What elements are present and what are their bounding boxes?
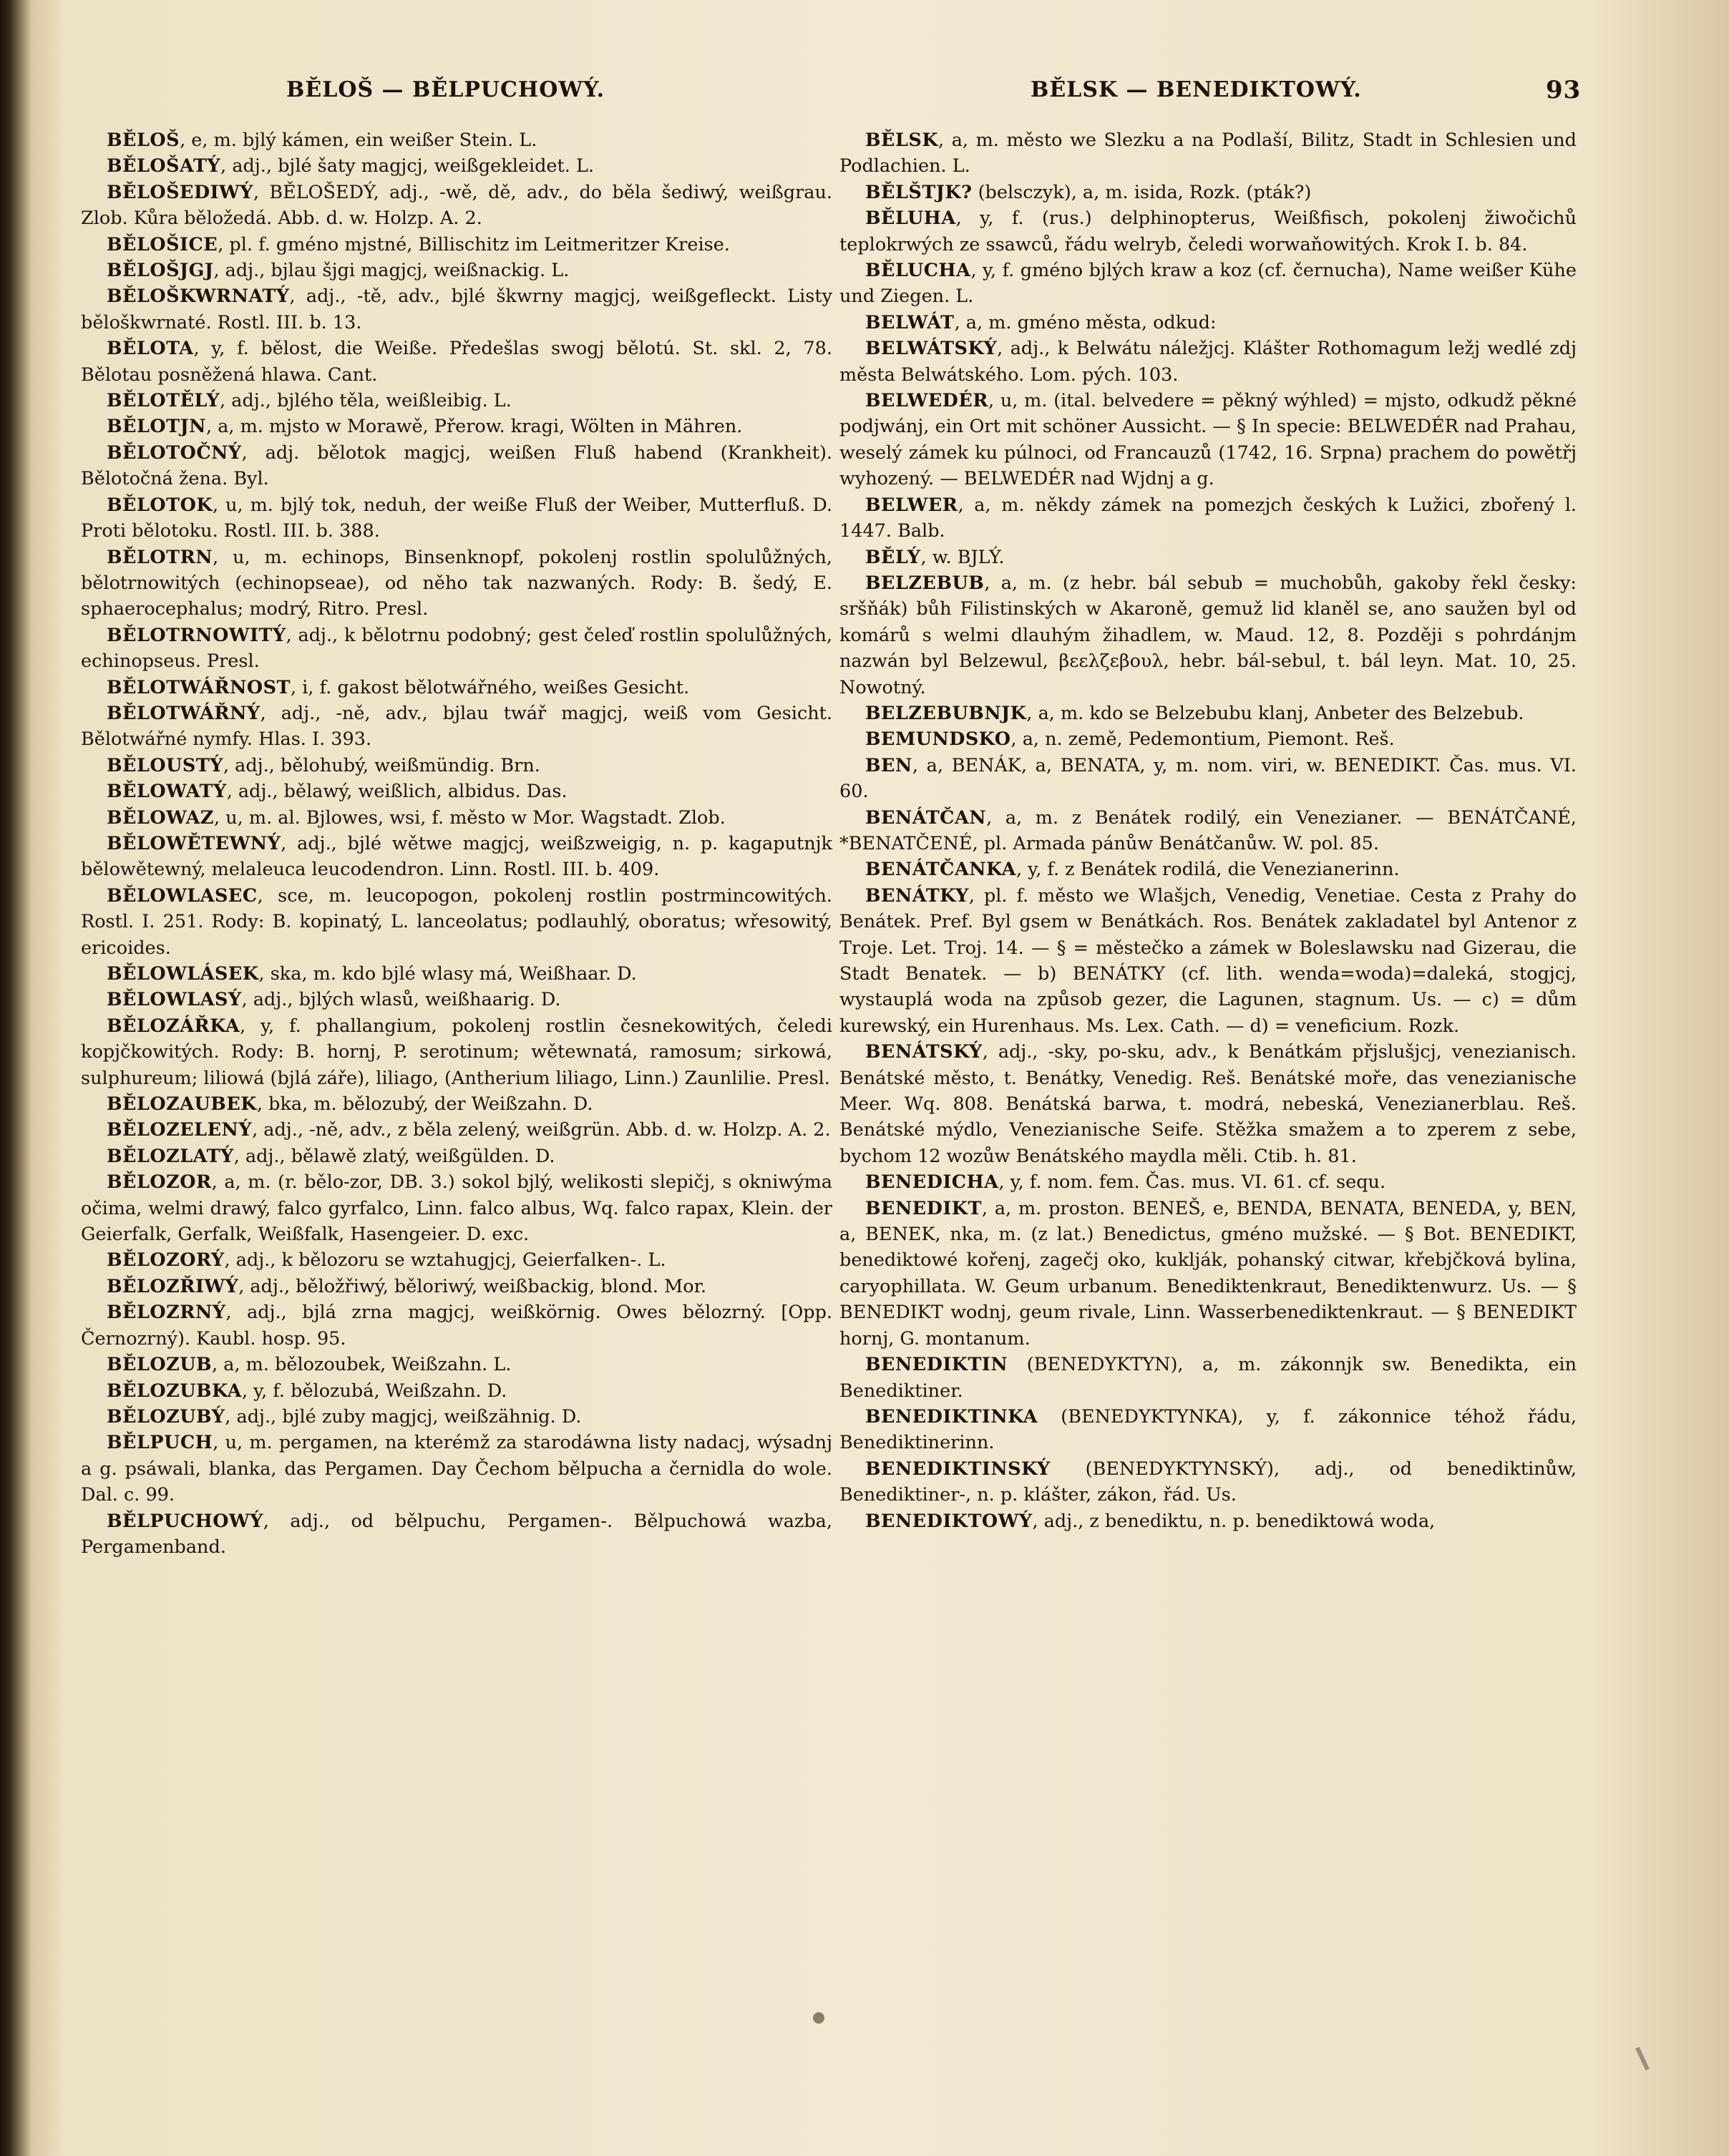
entry-definition: , adj., bjlá zrna magjcj, weißkörnig. Owes bělozrný. [Opp. Černozrný). Kaubl. hosp. 95. (81, 1302, 832, 1350)
dictionary-entry (839, 336, 1577, 388)
entry-headword: BELZEBUB (865, 572, 985, 594)
entry-definition: , i, f. gakost bělotwářného, weißes Gesicht. (291, 676, 690, 698)
entry-headword: BĚLOZAUBEK (107, 1093, 257, 1116)
dictionary-entry (839, 857, 1577, 882)
entry-headword: BĚLOZELENÝ (107, 1119, 253, 1141)
entry-headword: BĚLOWLASEC (107, 884, 258, 907)
dictionary-entry (839, 492, 1577, 545)
dictionary-entry (81, 623, 832, 675)
entry-definition: , pl. f. město we Wlašjch, Venedig, Venetiae. Cesta z Prahy do Benátek. Pref. Byl gsem w Benátkách. Ros. Benátek zakladatel byl Antenor z Troje. Let. Troj. 14. — § = městečko a zámek w Boleslawsku nad Gizerau, die Stadt Benatek. — b) BENÁTKY (cf. lith. wenda=woda)=daleká, stogjcj, wystauplá woda na způsob gezer, die Lagunen, stagnum. Us. — c) = dům kurewský, ein Hurenhaus. Ms. Lex. Cath. — d) = veneficium. Rozk. (839, 884, 1577, 1037)
entry-definition: , adj., k bělozoru se wztahugjcj, Geierfalken-. L. (224, 1249, 666, 1272)
dictionary-entry (839, 753, 1577, 805)
entry-headword: BĚLOTA (107, 338, 194, 360)
entry-definition: (belsczyk), a, m. isida, Rozk. (pták?) (972, 181, 1312, 203)
entry-definition: , u, m. bjlý tok, neduh, der weiße Fluß der Weiber, Mutterfluß. D. Proti bělotoku. Rostl. III. b. 388. (81, 494, 832, 542)
entry-definition: , sce, m. leucopogon, pokolenj rostlin postrmincowitých. Rostl. I. 251. Rody: B. kopinatý, L. lanceolatus; podlauhlý, oboratus; wřesowitý, ericoides. (81, 884, 832, 959)
right-column (839, 127, 1577, 1534)
dictionary-entry (81, 1430, 832, 1508)
entry-definition: , adj., -ně, adv., bjlau twář magjcj, weiß vom Gesicht. Bělotwářné nymfy. Hlas. I. 393. (81, 702, 832, 751)
entry-definition: , adj., bjlých wlasů, weißhaarig. D. (241, 989, 561, 1011)
entry-headword: BELWÁT (865, 311, 955, 333)
entry-definition: , adj., -tě, adv., bjlé škwrny magjcj, weißgefleckt. Listy běloškwrnaté. Rostl. III. b. 13. (81, 286, 832, 333)
entry-headword: BĚLSK (865, 130, 938, 151)
entry-definition: , BĚLOŠEDÝ, adj., -wě, dě, adv., do běla šediwý, weißgrau. Zlob. Kůra běložedá. Abb. d. w. Holzp. A. 2. (81, 181, 832, 230)
dictionary-entry (839, 258, 1577, 310)
entry-headword: BĚLOZRNÝ (107, 1302, 226, 1324)
entry-headword: BĚLOŠKWRNATÝ (107, 286, 290, 308)
entry-headword: BĚLOTĚLÝ (107, 390, 220, 412)
entry-headword: BĚLOZUBÝ (107, 1405, 225, 1428)
entry-headword: BĚLOŠ (107, 130, 180, 151)
entry-definition: , y, f. (rus.) delphinopterus, Weißfisch, pokolenj žiwočichů teplokrwých ze ssawců, řádu welryb, čeledi worwaňowitých. Krok I. b. 84. (839, 208, 1577, 255)
dictionary-entry (839, 570, 1577, 701)
entry-definition: , u, m. al. Bjlowes, wsi, f. město w Mor. Wagstadt. Zlob. (214, 806, 726, 829)
entry-headword: BENEDIKT (865, 1197, 982, 1219)
dictionary-entry (81, 440, 832, 492)
entry-headword: BĚLOZOR (107, 1171, 212, 1194)
entry-definition: , adj., bjlého těla, weißleibig. L. (220, 390, 512, 412)
entry-headword: BĚLOTRNOWITÝ (107, 624, 286, 646)
dictionary-entry (81, 180, 832, 232)
dictionary-entry (839, 388, 1577, 492)
entry-headword: BENEDIKTOWÝ (865, 1510, 1033, 1532)
entry-headword: BELZEBUBNJK (865, 702, 1027, 724)
entry-headword: BEN (865, 754, 912, 776)
entry-headword: BĚLOZORÝ (107, 1249, 225, 1272)
dictionary-entry (839, 1404, 1577, 1456)
dictionary-entry (81, 1013, 832, 1091)
entry-definition: , u, m. pergamen, na kterémž za starodáwna listy nadacj, wýsadnj a g. psáwali, blanka, das Pergamen. Day Čechom bělpucha a černidla do wole. Dal. c. 99. (81, 1432, 832, 1506)
entry-definition: , adj., -ně, adv., z běla zelený, weißgrün. Abb. d. w. Holzp. A. 2. (252, 1119, 831, 1141)
entry-definition: , adj., k Belwátu náležjcj. Klášter Rothomagum ležj wedlé zdj města Belwátského. Lom. pých. 103. (839, 338, 1577, 386)
dictionary-entry (81, 336, 832, 388)
entry-definition: , u, m. echinops, Binsenknopf, pokolenj rostlin spolulůžných, bělotrnowitých (echinopseae), od něho tak nazwaných. Rody: B. šedý, E. sphaerocephalus; modrý, Ritro. Presl. (81, 546, 832, 620)
dictionary-entry (81, 805, 832, 831)
entry-definition: , adj., -sky, po-sku, adv., k Benátkám přjslušjcj, venezianisch. Benátské město, t. Benátky, Venedig. Reš. Benátské moře, das venezianische Meer. Wq. 808. Benátská barwa, t. modrá, nebeská, Venezianerblau. Reš. Benátské mýdlo, Venezianische Seife. Stěžka smažem a to zperem z sebe, bychom 12 wozůw Benátského maydla měli. Ctib. h. 81. (839, 1041, 1577, 1167)
dictionary-entry (839, 127, 1577, 180)
entry-definition: , a, m. gméno města, odkud: (954, 311, 1217, 333)
dictionary-entry (81, 153, 832, 179)
entry-definition: (BENEDYKTYNSKÝ), adj., od benediktinůw, Benediktiner-, n. p. klášter, zákon, řád. Us. (839, 1458, 1577, 1506)
dictionary-entry (839, 205, 1577, 258)
entry-headword: BĚLOZUB (107, 1354, 213, 1376)
entry-definition: , a, m. (z hebr. bál sebub = muchobůh, gakoby řekl česky: sršňák) bůh Filistinských w Akaroně, gemuž lid klaněl se, ano saužen byl od komárů s welmi dlauhým žihadlem, w. Maud. 12, 8. Později s pohrdánjm nazwán byl Belzewul, βεελζεβουλ, hebr. bál-sebul, t. bál leyn. Mat. 10, 25. Nowotný. (839, 572, 1577, 698)
dictionary-entry (839, 1456, 1577, 1508)
entry-definition: , a, m. proston. BENEŠ, e, BENDA, BENATA, BENEDA, y, BEN, a, BENEK, nka, m. (z lat.) Benedictus, gméno mužské. — § Bot. BENEDIKT, benediktowé kořenj, zagečj oko, kuklják, pohanský citwar, křebjčková bylina, caryophillata. W. Geum urbanum. Benediktenkraut, Benediktenwurz. Us. — § BENEDIKT wodnj, geum rivale, Linn. Wasserbenediktenkraut. — § BENEDIKT hornj, G. montanum. (839, 1197, 1577, 1350)
entry-headword: BĚLOTOČNÝ (107, 442, 242, 464)
entry-headword: BĚLOZŘIWÝ (107, 1275, 239, 1297)
right-running-head: BĚLSK — BENEDIKTOWÝ. (1031, 77, 1362, 102)
entry-headword: BĚLOTJN (107, 416, 206, 438)
entry-definition: , adj., k bělotrnu podobný; gest čeleď rostlin spolulůžných, echinopseus. Presl. (81, 624, 832, 673)
entry-definition: , adj., bělawý, weißlich, albidus. Das. (226, 781, 568, 803)
entry-definition: , a, BENÁK, a, BENATA, y, m. nom. viri, w. BENEDIKT. Čas. mus. VI. 60. (839, 754, 1577, 803)
entry-headword: BĚLPUCH (107, 1432, 213, 1454)
dictionary-entry (839, 1169, 1577, 1195)
entry-headword: BĚLOZÁŘKA (107, 1015, 240, 1037)
entry-headword: BĚLOZLATÝ (107, 1145, 234, 1167)
dictionary-entry (81, 987, 832, 1013)
dictionary-entry (839, 805, 1577, 857)
entry-definition: , pl. f. gméno mjstné, Billischitz im Leitmeritzer Kreise. (218, 233, 730, 255)
entry-definition: , a, m. bělozoubek, Weißzahn. L. (212, 1354, 512, 1376)
entry-definition: , a, m. z Benátek rodilý, ein Venezianer. — BENÁTČANÉ, *BENATČENÉ, pl. Armada pánůw Benátčanůw. W. pol. 85. (839, 806, 1577, 854)
dictionary-entry (839, 726, 1577, 752)
dictionary-entry (81, 1378, 832, 1404)
dictionary-entry (839, 310, 1577, 336)
entry-headword: BĚLOTRN (107, 546, 213, 568)
entry-definition: , adj., bjlé wětwe magjcj, weißzweigig, n. p. kagaputnjk bělowětewný, melaleuca leucodendron. Linn. Rostl. III. b. 409. (81, 832, 832, 881)
entry-headword: BENEDIKTINSKÝ (865, 1458, 1051, 1480)
entry-definition: (BENEDYKTYNKA), y, f. zákonnice téhož řádu, Benediktinerinn. (839, 1405, 1577, 1454)
entry-headword: BĚLOŠJGJ (107, 260, 214, 282)
entry-headword: BĚLOWATÝ (107, 781, 227, 803)
entry-definition: , a, m. mjsto w Morawě, Přerow. kragi, Wölten in Mähren. (205, 416, 743, 438)
left-running-head: BĚLOŠ — BĚLPUCHOWÝ. (286, 77, 605, 102)
dictionary-entry (81, 1169, 832, 1247)
entry-headword: BĚLUHA (865, 208, 956, 230)
dictionary-entry (81, 545, 832, 623)
dictionary-entry (81, 1352, 832, 1377)
dictionary-entry (839, 180, 1577, 205)
entry-definition: , bka, m. bělozubý, der Weißzahn. D. (256, 1093, 593, 1116)
dictionary-entry (81, 1117, 832, 1143)
pencil-mark (1635, 2047, 1650, 2070)
dictionary-entry (839, 701, 1577, 726)
entry-definition: , a, m. město we Slezku a na Podlaší, Bilitz, Stadt in Schlesien und Podlachien. L. (839, 130, 1577, 177)
entry-headword: BENÁTSKÝ (865, 1041, 983, 1063)
entry-definition: , ska, m. kdo bjlé wlasy má, Weißhaar. D. (258, 963, 637, 985)
entry-headword: BĚLOZUBKA (107, 1380, 242, 1402)
dictionary-entry (81, 127, 832, 153)
entry-headword: BĚLOŠATÝ (107, 155, 221, 177)
dictionary-entry (81, 1508, 832, 1561)
entry-headword: BĚLOŠICE (107, 233, 218, 255)
entry-definition: , a, n. země, Pedemontium, Piemont. Reš. (1010, 728, 1395, 751)
entry-definition: , adj., bělawě zlatý, weißgülden. D. (233, 1145, 555, 1167)
page-number: 93 (1546, 76, 1582, 104)
ink-dot (813, 2012, 824, 2024)
dictionary-entry (81, 961, 832, 987)
entry-definition: , y, f. gméno bjlých kraw a koz (cf. černucha), Name weißer Kühe und Ziegen. L. (839, 260, 1577, 308)
entry-definition: (BENEDYKTYN), a, m. zákonnjk sw. Benedikta, ein Benediktiner. (839, 1354, 1577, 1402)
entry-definition: , w. BJLÝ. (920, 546, 1005, 568)
dictionary-entry (81, 1247, 832, 1273)
entry-definition: , a, m. někdy zámek na pomezjch českých k Lužici, zbořený l. 1447. Balb. (839, 494, 1577, 542)
entry-headword: BĚLŠTJK? (865, 181, 973, 203)
dictionary-entry (81, 1299, 832, 1352)
entry-headword: BELWÁTSKÝ (865, 338, 998, 360)
entry-headword: BĚLOTWÁŘNOST (107, 676, 291, 698)
dictionary-entry (81, 779, 832, 804)
entry-definition: , u, m. (ital. belvedere = pěkný wýhled) = mjsto, odkudž pěkné podjwánj, ein Ort mit schöner Aussicht. — § In specie: BELWEDÉR nad Prahau, weselý zámek ku púlnoci, od Francauzů (1742, 16. Srpna) prachem do powětřj wyhozený. — BELWEDÉR nad Wjdnj a g. (839, 390, 1577, 490)
entry-headword: BĚLOTWÁŘNÝ (107, 702, 260, 724)
entry-definition: , adj., od bělpuchu, Pergamen-. Bělpuchowá wazba, Pergamenband. (81, 1510, 832, 1558)
dictionary-entry (81, 283, 832, 336)
entry-headword: BĚLPUCHOWÝ (107, 1510, 263, 1532)
entry-definition: , adj., bjlé zuby magjcj, weißzähnig. D. (225, 1405, 582, 1428)
entry-definition: , adj., bělohubý, weißmündig. Brn. (223, 754, 540, 776)
entry-headword: BĚLÝ (865, 546, 921, 568)
dictionary-entry (81, 675, 832, 701)
entry-headword: BĚLOWAZ (107, 806, 215, 829)
dictionary-entry (81, 388, 832, 414)
dictionary-entry (839, 1352, 1577, 1404)
dictionary-entry (81, 232, 832, 258)
entry-headword: BEMUNDSKO (865, 728, 1011, 751)
entry-headword: BENÁTKY (865, 884, 969, 907)
dictionary-entry (839, 883, 1577, 1039)
dictionary-entry (81, 492, 832, 545)
entry-headword: BELWER (865, 494, 958, 516)
dictionary-entry (839, 1508, 1577, 1534)
dictionary-entry (81, 701, 832, 753)
entry-headword: BĚLOWLÁSEK (107, 963, 259, 985)
entry-definition: , y, f. bělozubá, Weißzahn. D. (241, 1380, 507, 1402)
dictionary-entry (81, 1274, 832, 1299)
dictionary-entry (81, 883, 832, 961)
entry-headword: BENÁTČAN (865, 806, 987, 829)
entry-headword: BENÁTČANKA (865, 859, 1016, 881)
dictionary-entry (839, 1196, 1577, 1352)
entry-definition: , e, m. bjlý kámen, ein weißer Stein. L. (180, 130, 537, 151)
entry-definition: , adj., běložřiwý, běloriwý, weißbackig, blond. Mor. (238, 1275, 707, 1297)
entry-headword: BENEDIKTIN (865, 1354, 1008, 1376)
entry-headword: BĚLOWLASÝ (107, 989, 242, 1011)
dictionary-entry (839, 1039, 1577, 1169)
dictionary-entry (839, 545, 1577, 570)
entry-definition: , adj. bělotok magjcj, weißen Fluß habend (Krankheit). Bělotočná žena. Byl. (81, 442, 832, 490)
entry-headword: BĚLOŠEDIWÝ (107, 181, 253, 203)
entry-definition: , adj., bjlé šaty magjcj, weißgekleidet. L. (220, 155, 595, 177)
entry-definition: , adj., z benediktu, n. p. benediktowá woda, (1032, 1510, 1436, 1532)
entry-definition: , y, f. bělost, die Weiße. Předešlas swogj bělotú. St. skl. 2, 78. Bělotau posněžená hlawa. Cant. (81, 338, 832, 386)
entry-headword: BENEDICHA (865, 1171, 999, 1194)
entry-headword: BENEDIKTINKA (865, 1405, 1038, 1428)
entry-headword: BĚLUCHA (865, 260, 971, 282)
entry-definition: , y, f. phallangium, pokolenj rostlin česnekowitých, čeledi kopjčkowitých. Rody: B. hornj, P. serotinum; wětewnatá, ramosum; sirkowá, sulphureum; liliowá (bjlá záře), liliago, (Antherium liliago, Linn.) Zaunlilie. Presl. (81, 1015, 832, 1089)
dictionary-entry (81, 1091, 832, 1117)
entry-headword: BELWEDÉR (865, 390, 989, 412)
entry-headword: BĚLOWĚTEWNÝ (107, 832, 281, 854)
entry-definition: , a, m. (r. bělo-zor, DB. 3.) sokol bjlý, welikosti slepičj, s okniwýma očima, welmi drawý, falco gyrfalco, Linn. falco albus, Wq. falco rapax, Klein. der Geierfalk, Gerfalk, Weißfalk, Hasengeier. D. exc. (81, 1171, 832, 1246)
entry-definition: , adj., bjlau šjgi magjcj, weißnackig. L. (213, 260, 570, 282)
entry-definition: , y, f. nom. fem. Čas. mus. VI. 61. cf. sequ. (998, 1171, 1386, 1194)
dictionary-entry (81, 258, 832, 283)
dictionary-entry (81, 753, 832, 779)
entry-definition: , a, m. kdo se Belzebubu klanj, Anbeter des Belzebub. (1026, 702, 1524, 724)
entry-headword: BĚLOUSTÝ (107, 754, 223, 776)
dictionary-entry (81, 414, 832, 439)
dictionary-entry (81, 1143, 832, 1169)
entry-definition: , y, f. z Benátek rodilá, die Venezianerinn. (1016, 859, 1400, 881)
left-column (81, 127, 832, 1560)
dictionary-entry (81, 831, 832, 883)
entry-headword: BĚLOTOK (107, 494, 213, 516)
dictionary-entry (81, 1404, 832, 1430)
